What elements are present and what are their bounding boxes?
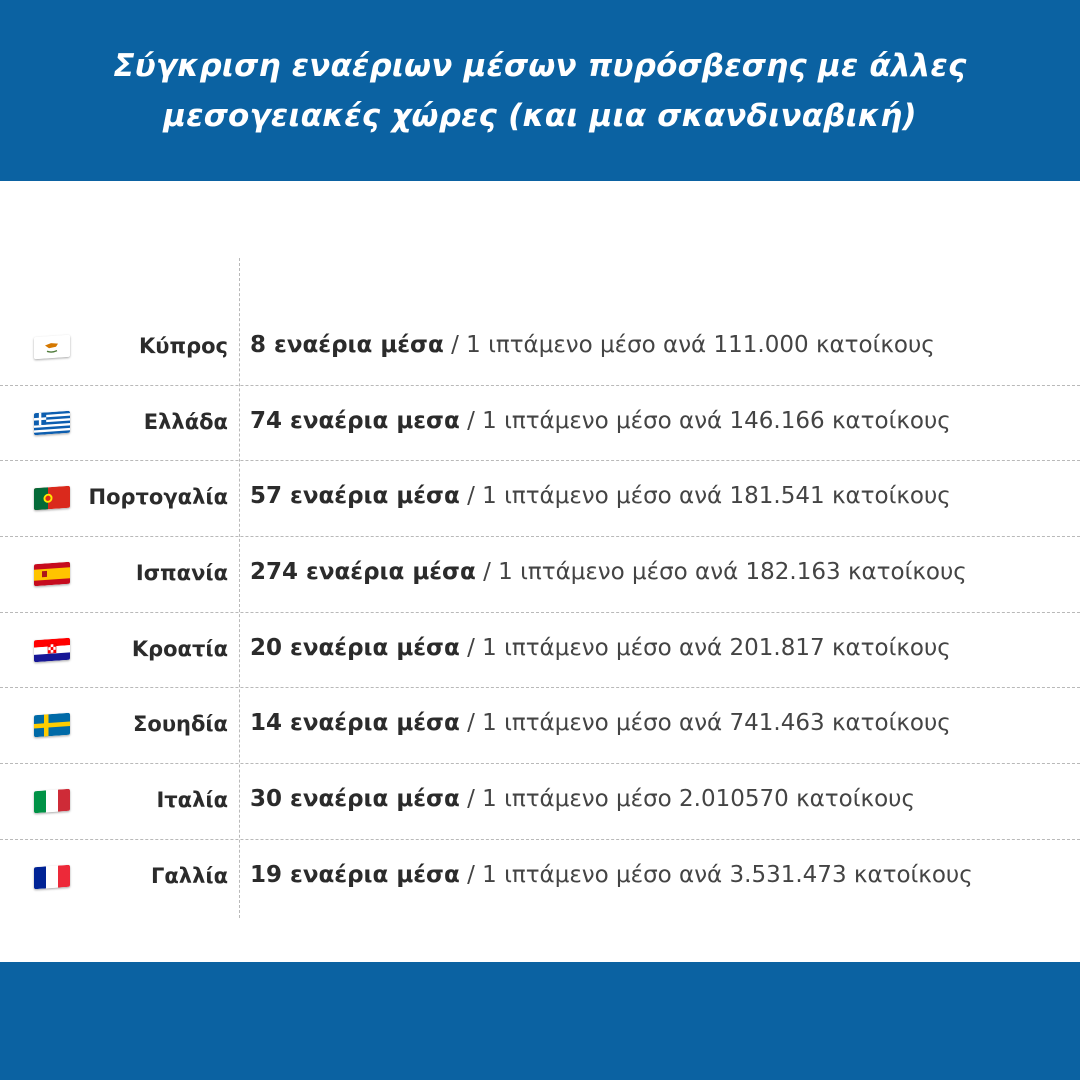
portugal-flag-icon	[34, 486, 70, 511]
cyprus-flag-icon	[34, 335, 70, 360]
italy-flag-icon	[34, 789, 70, 814]
aircraft-count: 19 εναέρια μέσα	[250, 861, 460, 888]
row-info	[250, 786, 915, 812]
aircraft-count: 57 εναέρια μέσα	[250, 483, 460, 510]
country-name: Ιταλία	[156, 788, 228, 813]
ratio-text: / 1 ιπτάμενο μέσο ανά 741.463 κατοίκους	[459, 710, 951, 737]
ratio-text: / 1 ιπτάμενο μέσο ανά 146.166 κατοίκους	[459, 407, 951, 434]
country-name: Πορτογαλία	[88, 485, 228, 510]
row-info	[250, 559, 967, 585]
aircraft-count: 8 εναέρια μέσα	[250, 332, 444, 358]
aircraft-count: 20 εναέρια μέσα	[250, 634, 460, 661]
aircraft-count: 30 εναέρια μέσα	[250, 786, 460, 813]
table-row	[0, 386, 1080, 462]
row-info	[250, 483, 951, 509]
table-row	[0, 764, 1080, 840]
greece-flag-icon	[34, 410, 70, 435]
table-row	[0, 840, 1080, 916]
row-info	[250, 862, 973, 888]
header-banner	[0, 0, 1080, 181]
table-row	[0, 613, 1080, 689]
ratio-text: / 1 ιπτάμενο μέσο ανά 182.163 κατοίκους	[475, 559, 967, 586]
aircraft-count: 274 εναέρια μέσα	[250, 559, 476, 586]
row-info	[250, 635, 951, 661]
row-info	[250, 332, 935, 358]
ratio-text: / 1 ιπτάμενο μέσο ανά 3.531.473 κατοίκους	[459, 861, 973, 888]
row-info	[250, 408, 951, 434]
ratio-text: / 1 ιπτάμενο μέσο 2.010570 κατοίκους	[459, 786, 915, 813]
spain-flag-icon	[34, 562, 70, 587]
footer-banner	[0, 962, 1080, 1080]
country-name: Ελλάδα	[143, 409, 228, 434]
ratio-text: / 1 ιπτάμενο μέσο ανά 201.817 κατοίκους	[459, 634, 951, 661]
ratio-text: / 1 ιπτάμενο μέσο ανά 181.541 κατοίκους	[459, 483, 951, 510]
country-name: Κύπρος	[139, 334, 228, 358]
croatia-flag-icon	[34, 637, 70, 662]
table-row	[0, 688, 1080, 764]
table-row	[0, 310, 1080, 386]
aircraft-count: 74 εναέρια μεσα	[250, 407, 460, 434]
page-title-line-1: Σύγκριση εναέριων μέσων πυρόσβεσης με άλλες	[113, 47, 967, 84]
page-title-line-2: μεσογειακές χώρες (και μια σκανδιναβική)	[163, 97, 917, 134]
aircraft-count: 14 εναέρια μέσα	[250, 710, 460, 737]
france-flag-icon	[34, 865, 70, 890]
comparison-table	[0, 310, 1080, 916]
country-name: Κροατία	[131, 636, 228, 661]
country-name: Ισπανία	[135, 561, 228, 586]
country-name: Γαλλία	[151, 863, 228, 888]
country-name: Σουηδία	[133, 712, 228, 737]
sweden-flag-icon	[34, 713, 70, 738]
row-info	[250, 710, 951, 736]
table-row	[0, 537, 1080, 613]
ratio-text: / 1 ιπτάμενο μέσο ανά 111.000 κατοίκους	[443, 332, 935, 358]
table-row	[0, 461, 1080, 537]
